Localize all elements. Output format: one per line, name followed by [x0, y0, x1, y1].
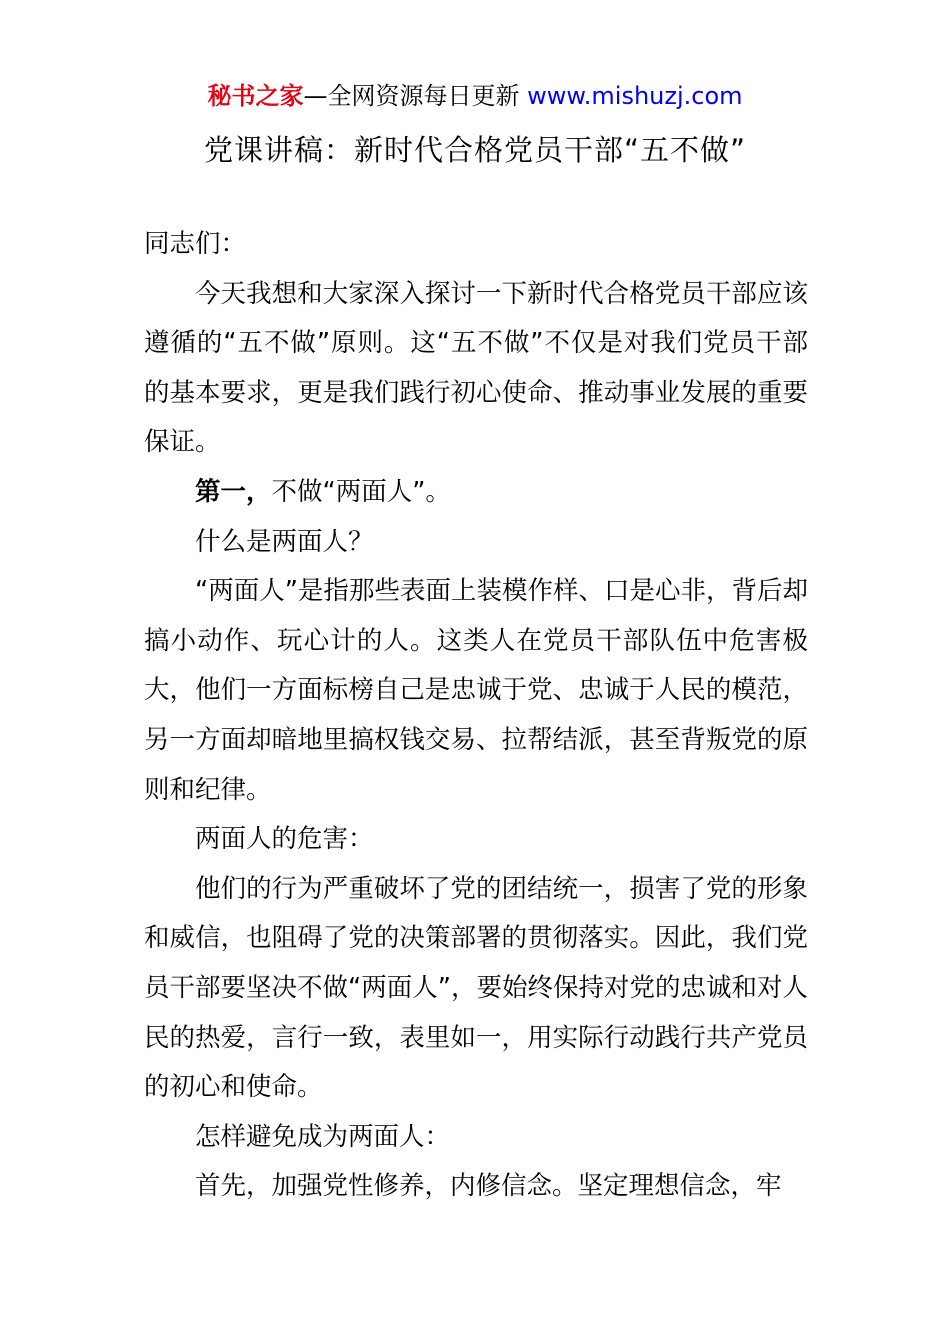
site-url-link[interactable]: www.mishuzj.com — [527, 82, 743, 110]
definition-paragraph: “两面人”是指那些表面上装模作样、口是心非，背后却搞小动作、玩心计的人。这类人在党员干部队伍中危害极大，他们一方面标榜自己是忠诚于党、忠诚于人民的模范，另一方面却暗地里搞权钱交易、拉帮结派，甚至背叛党的原则和纪律。 — [144, 576, 808, 805]
section-heading-1 — [144, 468, 808, 518]
section-heading-prefix: 第一， — [195, 476, 272, 507]
subheading-harm: 两面人的危害： — [195, 824, 374, 855]
document-body — [144, 220, 808, 1212]
harm-paragraph: 他们的行为严重破坏了党的团结统一，损害了党的形象和威信，也阻碍了党的决策部署的贯彻落实。因此，我们党员干部要坚决不做“两面人”，要始终保持对党的忠诚和对人民的热爱，言行一致，表里如一，用实际行动践行共产党员的初心和使命。 — [144, 873, 808, 1103]
site-header — [0, 80, 950, 112]
subheading-how-to-avoid: 怎样避免成为两面人： — [195, 1121, 451, 1152]
avoid-paragraph: 首先，加强党性修养，内修信念。坚定理想信念，牢 — [195, 1171, 782, 1202]
document-title: 党课讲稿：新时代合格党员干部“五不做” — [203, 133, 747, 167]
header-tagline: —全网资源每日更新 — [303, 82, 528, 110]
subheading-what-is: 什么是两面人？ — [195, 526, 374, 557]
intro-paragraph: 今天我想和大家深入探讨一下新时代合格党员干部应该遵循的“五不做”原则。这“五不做”不仅是对我们党员干部的基本要求，更是我们践行初心使命、推动事业发展的重要保证。 — [144, 278, 808, 458]
brand-name: 秘书之家 — [207, 82, 304, 110]
section-heading-text: 不做“两面人”。 — [271, 476, 451, 507]
salutation: 同志们： — [144, 229, 247, 259]
